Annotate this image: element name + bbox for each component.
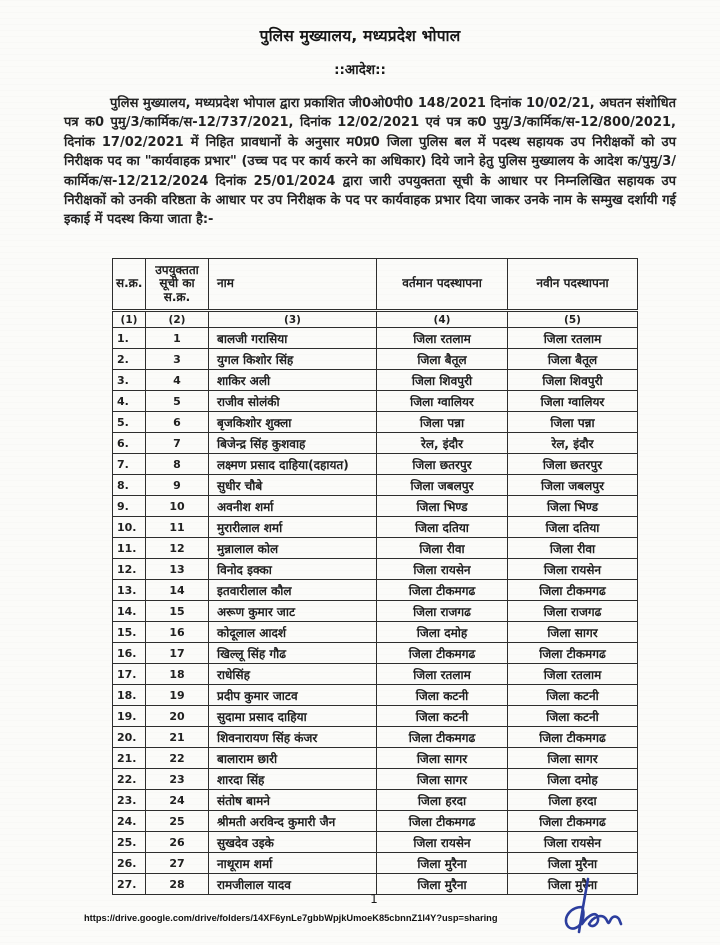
list-serial-cell: 13 [146, 559, 209, 580]
postings-table [112, 258, 638, 895]
name-cell: राधेसिंह [209, 664, 377, 685]
name-cell: खिल्लू सिंह गौढ [209, 643, 377, 664]
column-number: (3) [209, 311, 377, 328]
table-row [113, 580, 638, 601]
current-posting-cell: जिला छतरपुर [377, 454, 508, 475]
name-cell: रामजीलाल यादव [209, 874, 377, 895]
list-serial-cell: 11 [146, 517, 209, 538]
table-row [113, 433, 638, 454]
name-cell: अवनीश शर्मा [209, 496, 377, 517]
current-posting-cell: जिला टीकमगढ [377, 643, 508, 664]
current-posting-cell: जिला रतलाम [377, 664, 508, 685]
header-current-posting: वर्तमान पदस्थापना [377, 259, 508, 311]
new-posting-cell: जिला भिण्ड [508, 496, 638, 517]
current-posting-cell: जिला ग्वालियर [377, 391, 508, 412]
name-cell: बिजेन्द्र सिंह कुशवाह [209, 433, 377, 454]
current-posting-cell: जिला टीकमगढ [377, 811, 508, 832]
table-row [113, 643, 638, 664]
table-row [113, 832, 638, 853]
new-posting-cell: जिला हरदा [508, 790, 638, 811]
current-posting-cell: जिला कटनी [377, 685, 508, 706]
serial-cell: 14. [113, 601, 146, 622]
name-cell: नाथूराम शर्मा [209, 853, 377, 874]
table-body [113, 328, 638, 895]
table-row [113, 622, 638, 643]
page-title: पुलिस मुख्यालय, मध्यप्रदेश भोपाल [259, 27, 461, 45]
serial-cell: 19. [113, 706, 146, 727]
new-posting-cell: जिला सागर [508, 748, 638, 769]
name-cell: मुरारीलाल शर्मा [209, 517, 377, 538]
list-serial-cell: 28 [146, 874, 209, 895]
current-posting-cell: जिला शिवपुरी [377, 370, 508, 391]
current-posting-cell: जिला कटनी [377, 706, 508, 727]
table-row [113, 496, 638, 517]
new-posting-cell: जिला बैतूल [508, 349, 638, 370]
list-serial-cell: 20 [146, 706, 209, 727]
new-posting-cell: जिला टीकमगढ [508, 727, 638, 748]
name-cell: इतवारीलाल कौल [209, 580, 377, 601]
new-posting-cell: जिला पन्ना [508, 412, 638, 433]
list-serial-cell: 6 [146, 412, 209, 433]
serial-cell: 5. [113, 412, 146, 433]
table-row [113, 706, 638, 727]
serial-cell: 10. [113, 517, 146, 538]
order-heading: ::आदेश:: [334, 62, 386, 78]
new-posting-cell: जिला रतलाम [508, 664, 638, 685]
current-posting-cell: जिला सागर [377, 769, 508, 790]
table-row [113, 727, 638, 748]
current-posting-cell: जिला रायसेन [377, 832, 508, 853]
serial-cell: 13. [113, 580, 146, 601]
list-serial-cell: 5 [146, 391, 209, 412]
name-cell: श्रीमती अरविन्द कुमारी जैन [209, 811, 377, 832]
column-number: (5) [508, 311, 638, 328]
serial-cell: 7. [113, 454, 146, 475]
list-serial-cell: 23 [146, 769, 209, 790]
serial-cell: 2. [113, 349, 146, 370]
list-serial-cell: 7 [146, 433, 209, 454]
current-posting-cell: जिला हरदा [377, 790, 508, 811]
header-list-serial: उपयुक्तता सूची का स.क्र. [146, 259, 209, 311]
table-row [113, 412, 638, 433]
name-cell: युगल किशोर सिंह [209, 349, 377, 370]
name-cell: शिवनारायण सिंह कंजर [209, 727, 377, 748]
serial-cell: 20. [113, 727, 146, 748]
current-posting-cell: जिला दतिया [377, 517, 508, 538]
new-posting-cell: जिला टीकमगढ [508, 811, 638, 832]
name-cell: बालजी गरासिया [209, 328, 377, 349]
name-cell: सुधीर चौबे [209, 475, 377, 496]
table-row [113, 559, 638, 580]
current-posting-cell: जिला सागर [377, 748, 508, 769]
name-cell: लक्ष्मण प्रसाद दाहिया(दहायत) [209, 454, 377, 475]
list-serial-cell: 4 [146, 370, 209, 391]
current-posting-cell: जिला रतलाम [377, 328, 508, 349]
table-row [113, 328, 638, 349]
list-serial-cell: 1 [146, 328, 209, 349]
table-row [113, 349, 638, 370]
serial-cell: 12. [113, 559, 146, 580]
table-row [113, 475, 638, 496]
current-posting-cell: जिला रीवा [377, 538, 508, 559]
table-row [113, 790, 638, 811]
serial-cell: 16. [113, 643, 146, 664]
table-row [113, 853, 638, 874]
name-cell: बालाराम छारी [209, 748, 377, 769]
new-posting-cell: जिला जबलपुर [508, 475, 638, 496]
list-serial-cell: 3 [146, 349, 209, 370]
list-serial-cell: 16 [146, 622, 209, 643]
table-row [113, 391, 638, 412]
new-posting-cell: जिला मुरैना [508, 874, 638, 895]
name-cell: सुखदेव उइके [209, 832, 377, 853]
list-serial-cell: 19 [146, 685, 209, 706]
serial-cell: 17. [113, 664, 146, 685]
new-posting-cell: जिला दमोह [508, 769, 638, 790]
header-new-posting: नवीन पदस्थापना [508, 259, 638, 311]
column-number-row [113, 311, 638, 328]
current-posting-cell: जिला मुरैना [377, 874, 508, 895]
table-row [113, 769, 638, 790]
name-cell: विनोद इक्का [209, 559, 377, 580]
table-row [113, 664, 638, 685]
table-header-row [113, 259, 638, 311]
list-serial-cell: 14 [146, 580, 209, 601]
name-cell: प्रदीप कुमार जाटव [209, 685, 377, 706]
new-posting-cell: जिला कटनी [508, 706, 638, 727]
current-posting-cell: जिला दमोह [377, 622, 508, 643]
name-cell: संतोष बामने [209, 790, 377, 811]
serial-cell: 22. [113, 769, 146, 790]
column-number: (4) [377, 311, 508, 328]
table-row [113, 601, 638, 622]
list-serial-cell: 10 [146, 496, 209, 517]
new-posting-cell: जिला राजगढ [508, 601, 638, 622]
new-posting-cell: जिला टीकमगढ [508, 643, 638, 664]
order-body-paragraph: पुलिस मुख्यालय, मध्यप्रदेश भोपाल द्वारा प्रकाशित जी0ओ0पी0 148/2021 दिनांक 10/02/21, अघतन संशोधित पत्र क0 पुमु/3/कार्मिक/स-12/737/2021, दिनांक 12/02/2021 एवं पत्र क0 पुमु/3/कार्मिक/स-12/800/2021, दिनांक 17/02/2021 में निहित प्रावधानों के अनुसार म0प्र0 जिला पुलिस बल में पदस्थ सहायक उप निरीक्षकों को उप निरीक्षक पद का "कार्यवाहक प्रभार" (उच्च पद पर कार्य करने का अधिकार) दिये जाने हेतु पुलिस मुख्यालय के आदेश क/पुमु/3/कार्मिक/स-12/212/2024 दिनांक 25/01/2024 द्वारा जारी उपयुक्तता सूची के आधार पर निम्नलिखित सहायक उप निरीक्षकों को उनकी वरिष्ठता के आधार पर उप निरीक्षक के पद पर कार्यवाहक प्रभार दिया जाकर उनके नाम के सम्मुख दर्शायी गई इकाई में पदस्थ किया जाता है:- [64, 96, 676, 228]
current-posting-cell: जिला राजगढ [377, 601, 508, 622]
serial-cell: 4. [113, 391, 146, 412]
new-posting-cell: जिला मुरैना [508, 853, 638, 874]
table-row [113, 811, 638, 832]
column-number: (1) [113, 311, 146, 328]
name-cell: राजीव सोलंकी [209, 391, 377, 412]
signature-icon [558, 876, 636, 942]
name-cell: शाकिर अली [209, 370, 377, 391]
current-posting-cell: जिला टीकमगढ [377, 580, 508, 601]
serial-cell: 18. [113, 685, 146, 706]
serial-cell: 9. [113, 496, 146, 517]
serial-cell: 11. [113, 538, 146, 559]
new-posting-cell: जिला दतिया [508, 517, 638, 538]
new-posting-cell: जिला टीकमगढ [508, 580, 638, 601]
list-serial-cell: 22 [146, 748, 209, 769]
new-posting-cell: जिला रतलाम [508, 328, 638, 349]
serial-cell: 6. [113, 433, 146, 454]
name-cell: मुन्नालाल कोल [209, 538, 377, 559]
new-posting-cell: जिला छतरपुर [508, 454, 638, 475]
serial-cell: 25. [113, 832, 146, 853]
table-row [113, 454, 638, 475]
serial-cell: 23. [113, 790, 146, 811]
list-serial-cell: 25 [146, 811, 209, 832]
current-posting-cell: जिला जबलपुर [377, 475, 508, 496]
table-row [113, 685, 638, 706]
list-serial-cell: 8 [146, 454, 209, 475]
list-serial-cell: 26 [146, 832, 209, 853]
serial-cell: 24. [113, 811, 146, 832]
current-posting-cell: जिला भिण्ड [377, 496, 508, 517]
table-row [113, 538, 638, 559]
new-posting-cell: जिला ग्वालियर [508, 391, 638, 412]
serial-cell: 3. [113, 370, 146, 391]
list-serial-cell: 27 [146, 853, 209, 874]
new-posting-cell: जिला रायसेन [508, 832, 638, 853]
current-posting-cell: रेल, इंदौर [377, 433, 508, 454]
list-serial-cell: 12 [146, 538, 209, 559]
serial-cell: 15. [113, 622, 146, 643]
new-posting-cell: जिला सागर [508, 622, 638, 643]
new-posting-cell: जिला रायसेन [508, 559, 638, 580]
new-posting-cell: जिला कटनी [508, 685, 638, 706]
name-cell: सुदामा प्रसाद दाहिया [209, 706, 377, 727]
name-cell: बृजकिशोर शुक्ला [209, 412, 377, 433]
header-serial: स.क्र. [113, 259, 146, 311]
current-posting-cell: जिला पन्ना [377, 412, 508, 433]
serial-cell: 8. [113, 475, 146, 496]
current-posting-cell: जिला बैतूल [377, 349, 508, 370]
new-posting-cell: जिला शिवपुरी [508, 370, 638, 391]
header-name: नाम [209, 259, 377, 311]
footer-url: https://drive.google.com/drive/folders/14XF6ynLe7gbbWpjkUmoeK85cbnnZ1l4Y?usp=sharing [84, 913, 498, 923]
new-posting-cell: जिला रीवा [508, 538, 638, 559]
page-number: 1 [370, 892, 378, 906]
column-number: (2) [146, 311, 209, 328]
list-serial-cell: 9 [146, 475, 209, 496]
current-posting-cell: जिला मुरैना [377, 853, 508, 874]
list-serial-cell: 24 [146, 790, 209, 811]
serial-cell: 1. [113, 328, 146, 349]
name-cell: कोदूलाल आदर्श [209, 622, 377, 643]
serial-cell: 27. [113, 874, 146, 895]
list-serial-cell: 21 [146, 727, 209, 748]
table-row [113, 748, 638, 769]
new-posting-cell: रेल, इंदौर [508, 433, 638, 454]
name-cell: अरूण कुमार जाट [209, 601, 377, 622]
table-row [113, 517, 638, 538]
table-row [113, 370, 638, 391]
current-posting-cell: जिला रायसेन [377, 559, 508, 580]
list-serial-cell: 17 [146, 643, 209, 664]
list-serial-cell: 18 [146, 664, 209, 685]
serial-cell: 21. [113, 748, 146, 769]
serial-cell: 26. [113, 853, 146, 874]
current-posting-cell: जिला टीकमगढ [377, 727, 508, 748]
name-cell: शारदा सिंह [209, 769, 377, 790]
list-serial-cell: 15 [146, 601, 209, 622]
